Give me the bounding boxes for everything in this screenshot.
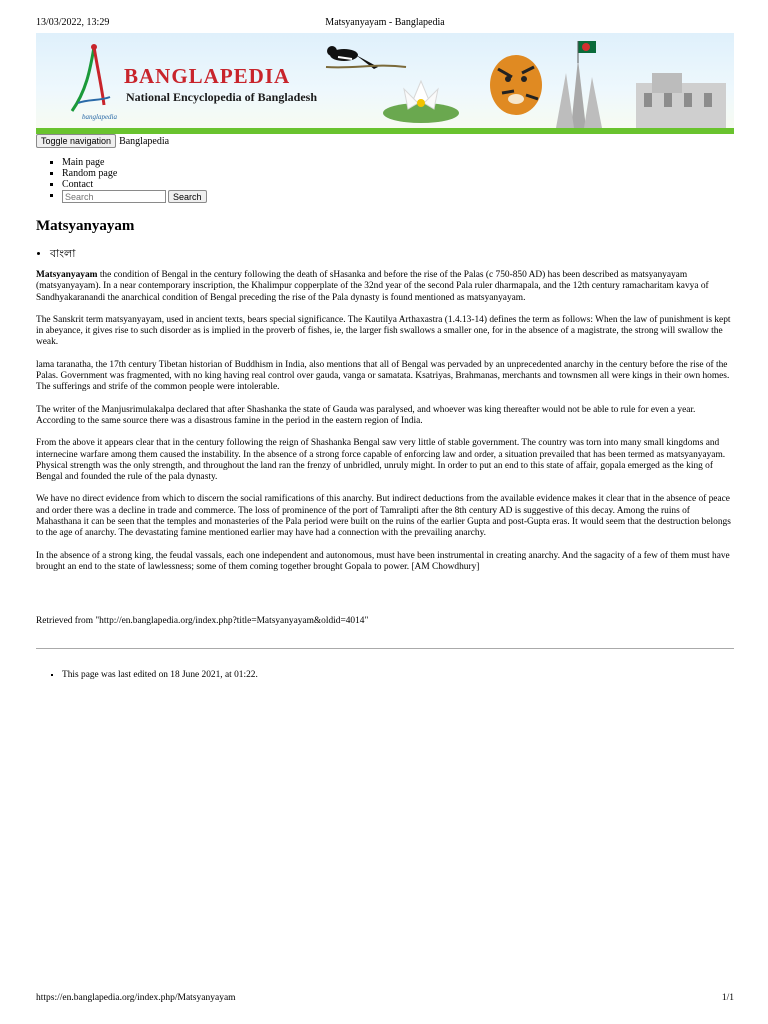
site-subtitle: National Encyclopedia of Bangladesh xyxy=(126,90,318,104)
nav-item-contact[interactable]: ▪ Contact xyxy=(62,179,207,190)
print-page-title: Matsyanyayam - Banglapedia xyxy=(325,17,445,28)
parliament-building-icon xyxy=(636,73,726,128)
print-datetime: 13/03/2022, 13:29 xyxy=(36,17,110,28)
article-paragraph: We have no direct evidence from which to discern the social ramifications of this anarchy. But indirect deductions from the available evidence makes it clear that in the absence of peace and order there was a decline in trade and commerce. The loss of prominence of the port of Tamralipti after the 8th century AD is suggestive of this decay. Among the ruins of Mahasthana it can be seen that the temples and monasteries of the Pala period were built on the ruins of the earlier Gupta and post-Gupta eras. It would seem that the destruction belongs to the age of anarchy. The devastating famine mentioned earlier may have had a connection with the prevailing anarchy. xyxy=(36,494,731,539)
banner-illustration xyxy=(316,33,734,128)
search-button[interactable]: Search xyxy=(168,190,207,203)
article-paragraph: The Sanskrit term matsyanyayam, used in ancient texts, bears special significance. The Kautilya Arthaxastra (1.4.13-14) defines the term as follows: When the law of punishment is kept in abeyance, it gives rise to such disorder as is implied in the proverb of fishes, ie, the larger fish swallows a smaller one, for in the absence of a magistrate, the strong will swallow the weak. xyxy=(36,314,731,348)
lead-term: Matsyanyayam xyxy=(36,270,98,280)
page-title: Matsyanyayam xyxy=(36,218,135,234)
logo-wordmark: banglapedia xyxy=(82,113,117,121)
navbar xyxy=(36,134,169,148)
national-monument-icon xyxy=(556,41,602,128)
footer-divider xyxy=(36,648,734,649)
print-url: https://en.banglapedia.org/index.php/Matsyanyayam xyxy=(36,993,236,1003)
print-page-number: 1/1 xyxy=(721,993,734,1003)
brand-link[interactable]: Banglapedia xyxy=(119,136,170,147)
site-banner[interactable] xyxy=(36,33,734,134)
article-paragraph: From the above it appears clear that in the century following the reign of Shashanka Bengal saw very little of stable government. The country was torn into many small kingdoms and internecine warfare among them caused the instability. In the absence of a strong force capable of enforcing law and order, a situation prevailed that has been termed as matsyanyayam. Physical strength was the only strength, and throughout the land ran the frenzy of unbridled, unruly might. In order to put an end to this state of affair, gopala emerged as the king of Bengal and founded the rule of the pala dynasty. xyxy=(36,438,726,483)
language-list xyxy=(36,248,75,261)
nav-menu xyxy=(36,157,207,203)
water-lily-icon xyxy=(383,81,459,123)
article-paragraph: The writer of the Manjusrimulakalpa declared that after Shashanka the state of Gauda was paralysed, and whoever was king thereafter would not be able to rule for even a year. According to the same source there was a disastrous famine in the period in the eastern region of India. xyxy=(36,404,696,426)
article-paragraph: In the absence of a strong king, the feudal vassals, each one independent and autonomous, must have been instrumental in creating anarchy. And the sagacity of a few of them must have brought an end to the state of lawlessness; some of them coming together brought Gopala to power. [AM Chowdhury] xyxy=(36,550,730,572)
retrieved-from-link[interactable]: Retrieved from "http://en.banglapedia.org/index.php?title=Matsyanyayam&oldid=4014" xyxy=(36,616,369,626)
article-paragraph: lama taranatha, the 17th century Tibetan historian of Buddhism in India, also mentions that all of Bengal was pervaded by an unprecedented anarchy in the century before the rise of the Palas. Government was fragmented, with no king having real control over gauda, vanga or samatata. Ksatriyas, Brahmanas, merchants and townsmen all were kings in their own homes. The sufferings and strife of the common people were intolerable. xyxy=(36,359,730,393)
toggle-navigation-button[interactable]: Toggle navigation xyxy=(36,134,116,148)
magpie-robin-icon xyxy=(326,46,406,69)
last-edited-text: ▪ This page was last edited on 18 June 2021, at 01:22. xyxy=(62,670,258,681)
tiger-icon xyxy=(490,55,542,115)
article-paragraph: Matsyanyayam the condition of Bengal in the century following the death of sHasanka and before the rise of the Palas (c 750-850 AD) has been described as matsyanyayam (matsyanyayam). In a near contemporary inscription, the Khalimpur copperplate of the 32nd year of the second Pala ruler dharmapala, and the 12th century ramacharitam kavya of Sandhyakaranandi the anarchical condition of Bengal preceding the rise of the Pala dynasty is found mentioned as matsyanyayam. xyxy=(36,270,709,303)
nav-item-main-page[interactable]: ▪ Main page xyxy=(62,157,207,168)
search-input[interactable] xyxy=(62,190,166,203)
print-header xyxy=(36,17,734,29)
nav-item-search xyxy=(62,190,207,203)
footer-info xyxy=(36,670,258,681)
article-body xyxy=(36,270,734,584)
language-link-bangla[interactable]: • বাংলা xyxy=(50,248,75,261)
nav-item-random-page[interactable]: ▪ Random page xyxy=(62,168,207,179)
site-name: BANGLAPEDIA xyxy=(124,64,291,88)
